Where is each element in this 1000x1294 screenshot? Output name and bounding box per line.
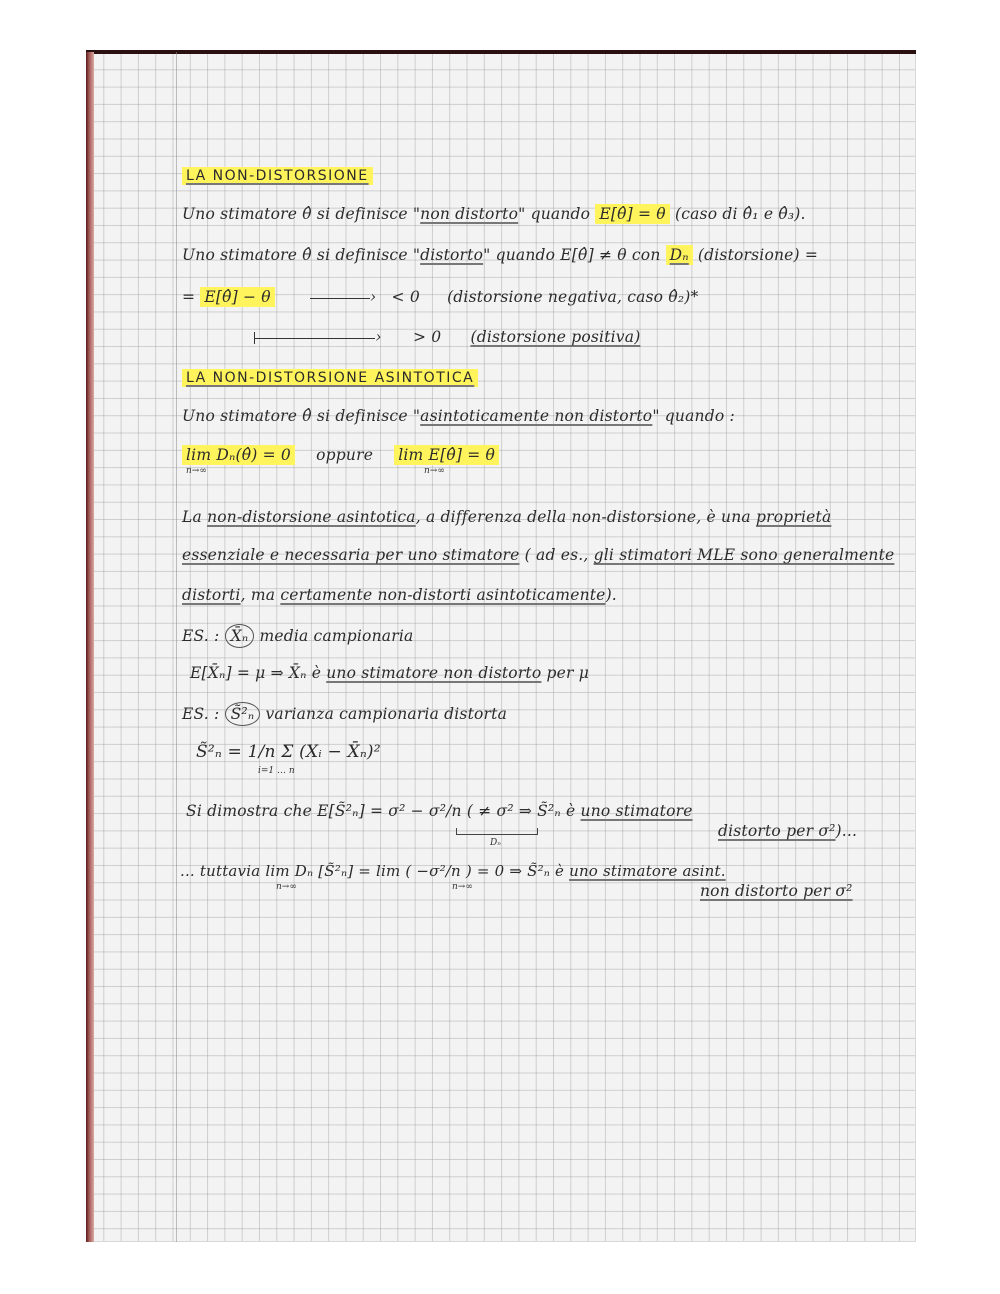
bias-negative-line bbox=[182, 288, 698, 306]
bias-positive-condition: > 0 bbox=[412, 328, 442, 346]
example-label: ES. : bbox=[182, 705, 225, 723]
text-fragment: Uno stimatore θ̂ si definisce " bbox=[182, 246, 421, 264]
formula-unbiased: E[θ̂] = θ bbox=[595, 204, 670, 224]
formula-lim-bias: lim Dₙ(θ̂) = 0 bbox=[182, 445, 295, 465]
example-2-formula bbox=[196, 742, 381, 762]
formula-lim-expectation: lim E[θ̂] = θ bbox=[394, 445, 499, 465]
text-fragment: " quando bbox=[518, 205, 596, 223]
text-fragment: , ma bbox=[240, 586, 281, 604]
demonstration-line-2-cont bbox=[700, 882, 853, 900]
bias-negative-note: (distorsione negativa, caso θ̂₂)* bbox=[447, 288, 699, 306]
term-proprieta: proprietà bbox=[755, 508, 832, 526]
text-fragment: ). bbox=[605, 586, 617, 604]
definition-biased-line bbox=[182, 246, 818, 264]
term-non-distorti-asintoticamente: certamente non-distorti asintoticamente bbox=[280, 586, 606, 604]
term-stimatore-asint: uno stimatore asint. bbox=[569, 862, 726, 880]
section-title-text: LA NON-DISTORSIONE ASINTOTICA bbox=[182, 369, 478, 387]
text-fragment: " quando : bbox=[652, 407, 735, 425]
limit-subscript: n→∞ bbox=[452, 882, 473, 892]
term-mle: gli stimatori MLE sono generalmente bbox=[593, 546, 895, 564]
circled-symbol: S̃²ₙ bbox=[225, 702, 261, 726]
term-uno-stimatore: uno stimatore bbox=[580, 802, 693, 820]
term-distorti: distorti bbox=[182, 586, 241, 604]
formula-expected-variance: Si dimostra che E[S̃²ₙ] = σ² − σ²/n ( ≠ σ² ⇒ S̃²ₙ è bbox=[186, 802, 581, 820]
term-distorto-per-sigma: distorto per σ² bbox=[718, 822, 836, 840]
limit-subscript: n→∞ bbox=[186, 466, 207, 476]
formula-mean: E[X̄ₙ] = μ ⇒ X̄ₙ è bbox=[190, 664, 327, 682]
text-fragment: La bbox=[182, 508, 208, 526]
example-1-header bbox=[182, 624, 413, 648]
sum-subscript: i=1 … n bbox=[258, 766, 295, 776]
section-title-non-distorsione bbox=[182, 168, 373, 184]
section-title-asymptotic bbox=[182, 370, 478, 386]
term-non-distorto: non distorto bbox=[420, 205, 519, 223]
example-2-header bbox=[182, 702, 507, 726]
paragraph-line-2 bbox=[182, 546, 894, 564]
arrow-line bbox=[255, 338, 375, 339]
bias-positive-line bbox=[254, 328, 640, 346]
term-stimatore-non-distorto: uno stimatore non distorto bbox=[326, 664, 542, 682]
definition-asymptotic-line bbox=[182, 407, 735, 425]
symbol-bias: Dₙ bbox=[666, 245, 693, 265]
text-fragment: media campionaria bbox=[254, 627, 414, 645]
demonstration-line-1-cont bbox=[718, 822, 857, 840]
asymptotic-formula-line bbox=[182, 446, 499, 464]
demonstration-line-1 bbox=[186, 802, 693, 820]
limit-subscript: n→∞ bbox=[424, 466, 445, 476]
text-fragment: = bbox=[182, 288, 201, 306]
example-label: ES. : bbox=[182, 627, 225, 645]
bias-negative-condition: < 0 bbox=[391, 288, 420, 306]
text-fragment: " quando E[θ̂] ≠ θ con bbox=[483, 246, 666, 264]
term-asintoticamente-non-distorto: asintoticamente non distorto bbox=[420, 407, 653, 425]
text-fragment: (caso di θ̂₁ e θ̂₃). bbox=[669, 205, 806, 223]
text-oppure: oppure bbox=[316, 446, 374, 464]
bias-positive-note: (distorsione positiva) bbox=[470, 328, 641, 346]
formula-variance: S̃²ₙ = 1/n Σ (Xᵢ − X̄ₙ)² bbox=[196, 742, 381, 762]
text-fragment: (distorsione) = bbox=[692, 246, 819, 264]
text-fragment: , a differenza della non-distorsione, è una bbox=[415, 508, 756, 526]
definition-unbiased-line bbox=[182, 205, 806, 223]
section-title-text: LA NON-DISTORSIONE bbox=[182, 167, 373, 185]
brace-bias bbox=[456, 828, 538, 835]
text-fragment: varianza campionaria distorta bbox=[260, 705, 508, 723]
text-fragment: )... bbox=[835, 822, 858, 840]
term-non-distorto-per-sigma: non distorto per σ² bbox=[700, 882, 853, 900]
brace-label: Dₙ bbox=[490, 838, 501, 848]
arrow-head-icon: › bbox=[375, 328, 382, 346]
margin-line bbox=[176, 52, 177, 1242]
text-fragment: Uno stimatore θ̂ si definisce " bbox=[182, 407, 421, 425]
term-essenziale: essenziale e necessaria per uno stimatore bbox=[182, 546, 520, 564]
circled-symbol: X̄ₙ bbox=[225, 624, 255, 648]
formula-asymptotic-bias: ... tuttavia lim Dₙ [S̃²ₙ] = lim ( −σ²/n ) = 0 ⇒ S̃²ₙ è bbox=[180, 862, 570, 880]
arrow-head-icon: › bbox=[369, 288, 377, 306]
page-top-edge bbox=[86, 50, 916, 54]
example-1-result bbox=[190, 664, 589, 682]
limit-subscript: n→∞ bbox=[276, 882, 297, 892]
formula-bias: E[θ̂] − θ bbox=[200, 287, 275, 307]
notebook-binding bbox=[86, 52, 94, 1242]
term-non-distorsione-asintotica: non-distorsione asintotica bbox=[207, 508, 416, 526]
arrow-line bbox=[310, 298, 370, 299]
text-fragment: per μ bbox=[541, 664, 590, 682]
text-fragment: ( ad es., bbox=[519, 546, 594, 564]
text-fragment: Uno stimatore θ̂ si definisce " bbox=[182, 205, 421, 223]
demonstration-line-2 bbox=[180, 862, 726, 880]
paragraph-line-3 bbox=[182, 586, 617, 604]
term-distorto: distorto bbox=[420, 246, 484, 264]
paragraph-line-1 bbox=[182, 508, 831, 526]
